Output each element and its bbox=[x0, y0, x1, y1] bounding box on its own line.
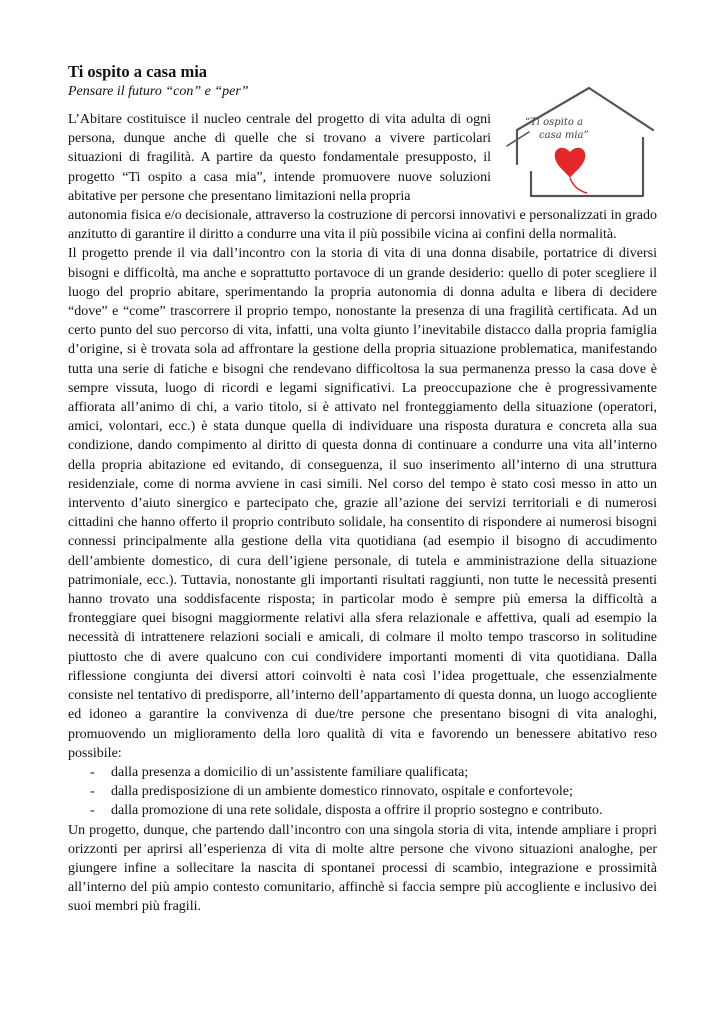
paragraph-2: Il progetto prende il via dall’incontro con la storia di vita di una donna disabile, portatrice di diversi bisogni e difficoltà, ma anche e soprattutto portavoce di un grande desiderio: quello di poter scegliere il luogo del proprio abitare, sperimentando la propria autonomia di donna adulta e libera di decidere “dove” e “come” trascorrere il proprio tempo, nonostante la presenza di una fragilità certificata. Ad un certo punto del suo percorso di vita, infatti, una volta giunto l’inevitabile distacco dalla propria famiglia d’origine, si è trovata sola ad affrontare la gestione della propria situazione problematica, manifestando tutta una serie di fatiche e bisogni che rendevano difficoltosa la sua permanenza presso la casa dove è sempre vissuta, luogo di ricordi e legami significativi. La preoccupazione che è progressivamente affiorata all’animo di chi, a vario titolo, si è attivato nel fronteggiamento della situazione (operatori, amici, volontari, ecc.) è stata dunque quella di individuare una risposta duratura e concreta alla sua condizione, dando compimento al diritto di questa donna di continuare a condurre una vita all’interno della propria abitazione ed evitando, di conseguenza, il suo inserimento all’interno di una struttura residenziale, come di norma avviene in casi simili. Nel corso del tempo è stato così messo in atto un intervento d’aiuto sinergico e partecipato che, grazie all’azione dei servizi territoriali e di numerosi cittadini che hanno offerto il proprio contributo solidale, ha consentito di rispondere ai numerosi bisogni connessi principalmente alla gestione della vita quotidiana (ad esempio il bisogno di accudimento dell’ambiente domestico, di cura dell’igiene personale, di tutela e amministrazione della situazione patrimoniale, ecc.). Tuttavia, nonostante gli importanti risultati raggiunti, non tutte le necessità presenti hanno trovato una soddisfacente risposta; in particolar modo è sempre più emersa la difficoltà a fronteggiare quei bisogni maggiormente relativi alla sfera relazionale e affettiva, quali ad esempio la necessità di intrattenere relazioni sociali e amicali, di colmare il molto tempo trascorso in solitudine piuttosto che di avere qualcuno con cui condividere importanti momenti di vita quotidiana. Dalla riflessione congiunta dei diversi attori coinvolti è nata così l’idea progettuale, che essenzialmente consiste nel tentativo di predisporre, all’interno dell’appartamento di questa donna, un luogo accogliente ed idoneo a garantire la convivenza di due/tre persone che presentano bisogni di vita analoghi, promuovendo un miglioramento della loro qualità di vita e favorendo un benessere abitativo reso possibile: bbox=[68, 246, 657, 761]
heart-icon bbox=[555, 148, 586, 178]
list-item: - dalla promozione di una rete solidale, disposta a offrire il proprio sostegno e contributo. bbox=[68, 801, 657, 820]
list-marker: - bbox=[90, 764, 95, 780]
logo-text-line2: casa mia” bbox=[539, 130, 589, 141]
document-page bbox=[68, 62, 657, 917]
house-heart-icon bbox=[503, 86, 657, 198]
list-marker: - bbox=[90, 803, 95, 819]
list-marker: - bbox=[90, 784, 95, 800]
bullet-list bbox=[68, 763, 657, 821]
document-title: Ti ospito a casa mia bbox=[68, 62, 208, 81]
paragraph-1-intro: L’Abitare costituisce il nucleo centrale del progetto di vita adulta di ogni persona, dunque anche di quelle che si trovano a vivere particolari situazioni di fragilità. A partire da questo fondamentale presupposto, il progetto “Ti ospito a casa mia”, intende promuovere nuove soluzioni abitative per persone che presentano limitazioni nella propria bbox=[68, 112, 491, 204]
document-subtitle: Pensare il futuro “con” e “per” bbox=[68, 84, 249, 99]
house-heart-logo bbox=[503, 86, 657, 198]
list-item: - dalla presenza a domicilio di un’assistente familiare qualificata; bbox=[68, 763, 657, 782]
paragraph-3: Un progetto, dunque, che partendo dall’incontro con una singola storia di vita, intende ampliare i propri orizzonti per aprirsi all’esperienza di vita di molte altre persone che vivono situazioni analoghe, per giungere infine a sollecitare la nascita di spontanei processi di scambio, integrazione e prossimità all’interno del più ampio contesto comunitario, affinchè si faccia sempre più accogliente e inclusivo dei suoi membri più fragili. bbox=[68, 822, 657, 915]
paragraph-1-rest: autonomia fisica e/o decisionale, attraverso la costruzione di percorsi innovativi e personalizzati in grado anzitutto di garantire il diritto a condurre una vita il più possibile vicina ai confini della normalità. bbox=[68, 208, 657, 243]
logo-text-line1: “Ti ospito a bbox=[525, 117, 584, 128]
list-item: - dalla predisposizione di un ambiente domestico rinnovato, ospitale e confortevole; bbox=[68, 782, 657, 801]
